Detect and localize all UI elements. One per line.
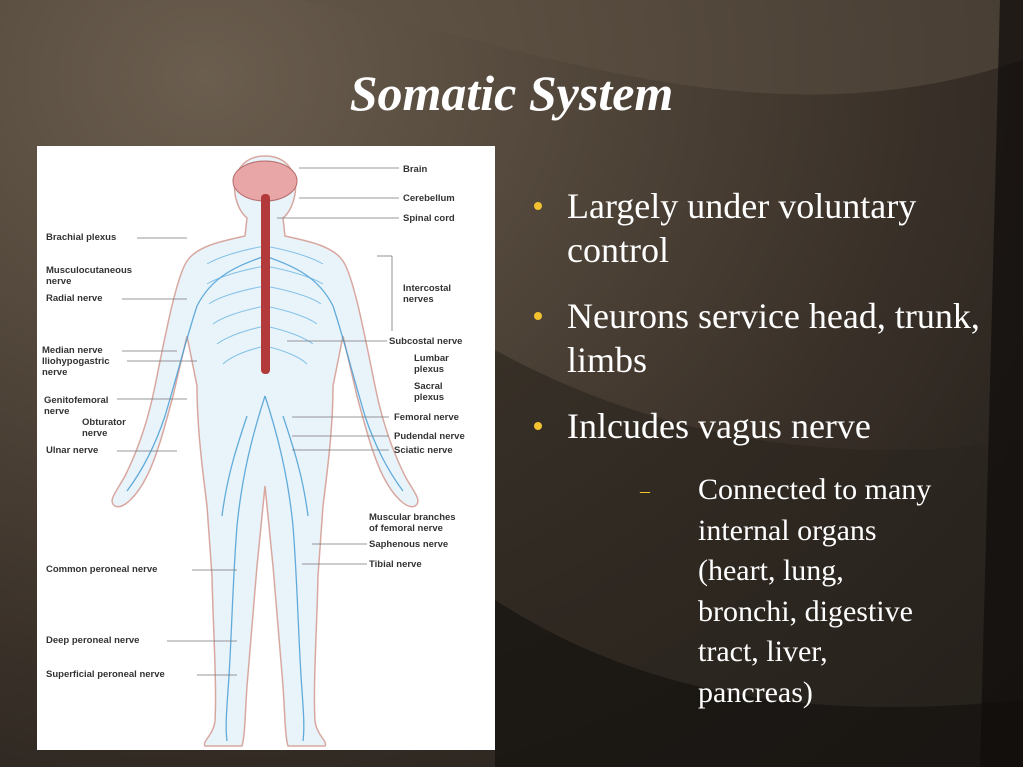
label-saphenous-nerve: Saphenous nerve (369, 539, 449, 550)
bullet-item (534, 184, 994, 272)
label-intercostal: Intercostal (403, 283, 452, 294)
label-obturator: Obturator (82, 417, 126, 428)
label-tibial-nerve: Tibial nerve (369, 559, 422, 570)
bullet-text: Inlcudes vagus nerve (567, 406, 871, 446)
bullet-dot-icon (534, 312, 542, 320)
dash-icon: – (640, 480, 650, 502)
label-brachial-plexus: Brachial plexus (46, 232, 117, 243)
bullet-item (534, 404, 994, 448)
label-brain: Brain (403, 164, 428, 175)
label-sacral: Sacral (414, 381, 443, 392)
label-ulnar-nerve: Ulnar nerve (46, 445, 99, 456)
label-lumbar: Lumbar (414, 353, 449, 364)
body-illustration (37, 146, 495, 750)
bullet-item (534, 294, 994, 382)
label-deep-peroneal-nerve: Deep peroneal nerve (46, 635, 140, 646)
label-cerebellum: Cerebellum (403, 193, 455, 204)
label-genitofemoral: Genitofemoral (44, 395, 109, 406)
label-sciatic-nerve: Sciatic nerve (394, 445, 453, 456)
label-common-peroneal-nerve: Common peroneal nerve (46, 564, 158, 575)
nervous-system-diagram (37, 146, 495, 750)
label-iliohypogastric-nerve: nerve (42, 367, 68, 378)
label-spinal-cord: Spinal cord (403, 213, 455, 224)
label-musculocutaneous-nerve: nerve (46, 276, 72, 287)
label-intercostal-nerves: nerves (403, 294, 434, 305)
bullet-text: Neurons service head, trunk, limbs (567, 296, 980, 380)
bullet-dot-icon (534, 202, 542, 210)
slide-title: Somatic System (349, 65, 674, 121)
label-genitofemoral-nerve: nerve (44, 406, 70, 417)
label-femoral-nerve: Femoral nerve (394, 412, 459, 423)
label-muscular-branches: Muscular branches (369, 512, 456, 523)
bullet-dot-icon (534, 422, 542, 430)
label-iliohypogastric: Iliohypogastric (42, 356, 110, 367)
label-lumbar-plexus: plexus (414, 364, 445, 375)
sub-bullet-text: Connected to many internal organs (heart, lung, bronchi, digestive tract, liver, pancreas) (698, 473, 932, 709)
label-obturator-nerve: nerve (82, 428, 108, 439)
bullet-list (534, 184, 994, 470)
label-median-nerve: Median nerve (42, 345, 103, 356)
label-pudendal-nerve: Pudendal nerve (394, 431, 465, 442)
label-subcostal-nerve: Subcostal nerve (389, 336, 463, 347)
label-superficial-peroneal-nerve: Superficial peroneal nerve (46, 669, 165, 680)
label-radial-nerve: Radial nerve (46, 293, 103, 304)
label-musculocutaneous: Musculocutaneous (46, 265, 133, 276)
bullet-text: Largely under voluntary control (567, 186, 917, 270)
label-sacral-plexus: plexus (414, 392, 445, 403)
label-muscular-branches-femoral: of femoral nerve (369, 523, 443, 534)
